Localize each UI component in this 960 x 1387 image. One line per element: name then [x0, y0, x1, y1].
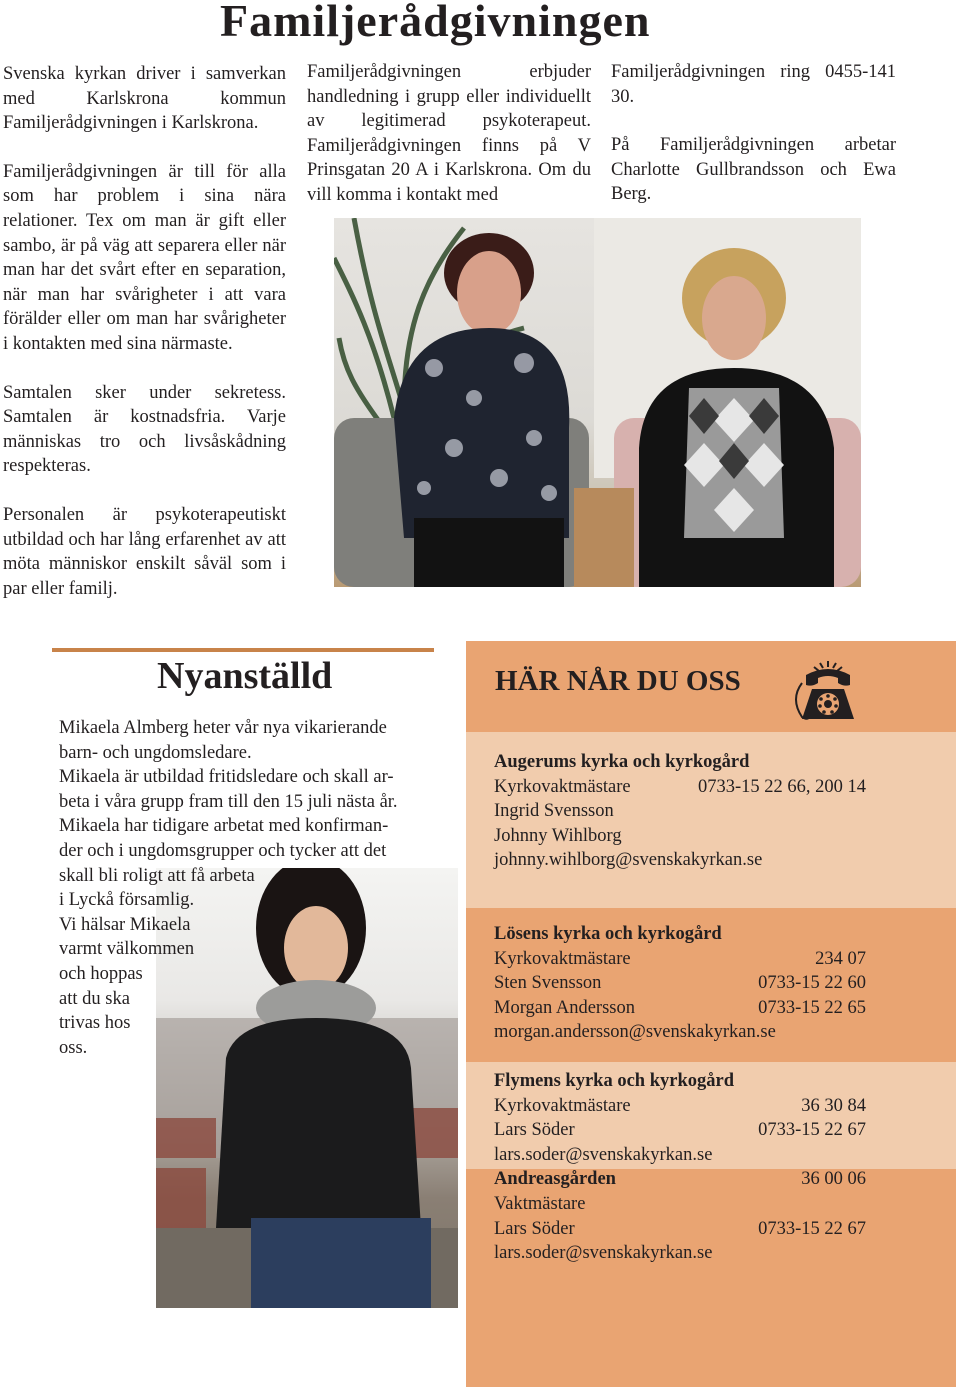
- contact-row: [494, 1094, 866, 1119]
- contact-value: 0733-15 22 67: [758, 1120, 866, 1141]
- text-line: der och i ungdomsgrupper och tycker att det: [59, 840, 387, 861]
- text-line: Vi hälsar Mikaela: [59, 914, 191, 935]
- contact-label: Lars Söder: [494, 1120, 575, 1141]
- text-line: varmt välkommen: [59, 939, 195, 960]
- contact-row: [494, 775, 866, 800]
- contact-value: 36 30 84: [801, 1095, 866, 1116]
- contact-email-link[interactable]: lars.soder@svenskakyrkan.se: [494, 1144, 713, 1165]
- contact-label: Lars Söder: [494, 1218, 575, 1239]
- contact-label: Kyrkovaktmästare: [494, 1095, 631, 1116]
- paragraph: Familjerådgivningen är till för alla som har problem i sina nära relationer. Tex om man är gift eller sambo, är på väg att separera eller när man har det svårt efter en separation, när man har svårigheter i att vara förälder eller om man har svårigheter i kontakten med sina närmaste.: [3, 161, 286, 354]
- paragraph: Familjerådgivningen ring 0455-141 30.: [611, 62, 896, 107]
- page-title: Familjerådgivningen: [220, 0, 651, 46]
- paragraph: Familjerådgivningen erbjuder handledning i grupp eller individuellt av legitimerad psykoterapeut. Familjerådgivningen finns på V Prinsgatan 20 A i Karlskrona. Om du vill komma i kontakt med: [307, 62, 591, 205]
- text-line: i Lyckå församlig.: [59, 890, 195, 911]
- contact-value: 0733-15 22 66, 200 14: [697, 776, 866, 797]
- contact-row: [494, 824, 866, 849]
- section-rule: [52, 648, 434, 652]
- paragraph: Samtalen sker under sekretess. Samtalen är kostnadsfria. Varje människas tro och livsåskådning respekteras.: [3, 382, 286, 477]
- contact-block-losen: [494, 922, 866, 1045]
- contact-row: [494, 1241, 866, 1266]
- contact-row: [494, 1217, 866, 1242]
- contact-panel: [466, 641, 956, 1387]
- nyanstalld-text: [59, 716, 441, 1060]
- contact-row: [494, 947, 866, 972]
- contact-label: Johnny Wihlborg: [494, 825, 622, 846]
- contact-title: HÄR NÅR DU OSS: [495, 665, 741, 697]
- contact-heading: Andreasgården: [494, 1169, 616, 1190]
- contact-label: Ingrid Svensson: [494, 801, 614, 822]
- contact-email-link[interactable]: lars.soder@svenskakyrkan.se: [494, 1243, 713, 1264]
- text-line: Mikaela Almberg heter vår nya vikarierande: [59, 718, 387, 738]
- text-line: och hoppas: [59, 963, 143, 984]
- text-line: trivas hos: [59, 1013, 131, 1034]
- text-line: skall bli roligt att få arbeta: [59, 865, 255, 886]
- contact-heading: Flymens kyrka och kyrkogård: [494, 1071, 735, 1091]
- contact-label: Sten Svensson: [494, 973, 602, 994]
- contact-value: 36 00 06: [801, 1169, 866, 1190]
- text-line: Mikaela har tidigare arbetat med konfirman-: [59, 816, 389, 837]
- contact-heading: Augerums kyrka och kyrkogård: [494, 752, 750, 772]
- staff-photo: [334, 218, 861, 587]
- contact-email-link[interactable]: morgan.andersson@svenskakyrkan.se: [494, 1022, 776, 1043]
- contact-block-augerum: [494, 750, 866, 873]
- contact-row: [494, 1020, 866, 1045]
- text-line: att du ska: [59, 988, 130, 1009]
- contact-row: [494, 799, 866, 824]
- contact-row: [494, 1192, 866, 1217]
- section-title-nyanstalld: Nyanställd: [157, 655, 333, 697]
- contact-row: [494, 1167, 866, 1192]
- telephone-icon: [788, 659, 862, 732]
- contact-block-flymen: [494, 1069, 866, 1266]
- contact-row: [494, 1143, 866, 1168]
- contact-label: Morgan Andersson: [494, 997, 635, 1018]
- contact-value: 234 07: [815, 948, 866, 969]
- contact-row: [494, 971, 866, 996]
- intro-column-3: [611, 60, 896, 231]
- contact-row: [494, 848, 866, 873]
- contact-label: Kyrkovaktmästare: [494, 776, 631, 797]
- paragraph: Personalen är psykoterapeutiskt utbildad och har lång erfarenhet av att möta människor enskilt såväl som i par eller familj.: [3, 504, 286, 599]
- contact-email-link[interactable]: johnny.wihlborg@svenskakyrkan.se: [494, 850, 763, 871]
- contact-value: 0733-15 22 67: [758, 1218, 866, 1239]
- contact-row: [494, 1118, 866, 1143]
- intro-column-1: [3, 62, 286, 625]
- contact-label: Kyrkovaktmästare: [494, 948, 631, 969]
- contact-row: [494, 996, 866, 1021]
- intro-column-2: [307, 60, 591, 232]
- contact-value: 0733-15 22 65: [758, 997, 866, 1018]
- text-line: barn- och ungdomsledare.: [59, 742, 252, 763]
- text-line: beta i våra grupp fram till den 15 juli nästa år.: [59, 791, 398, 812]
- text-line: Mikaela är utbildad fritidsledare och skall ar-: [59, 767, 394, 788]
- paragraph: Svenska kyrkan driver i samverkan med Karlskrona kommun Familjerådgivningen i Karlskrona.: [3, 64, 286, 134]
- contact-heading: Lösens kyrka och kyrkogård: [494, 924, 722, 944]
- contact-value: 0733-15 22 60: [758, 973, 866, 994]
- text-line: oss.: [59, 1037, 88, 1058]
- paragraph: På Familjerådgivningen arbetar Charlotte Gullbrandsson och Ewa Berg.: [611, 135, 896, 205]
- contact-label: Vaktmästare: [494, 1193, 586, 1214]
